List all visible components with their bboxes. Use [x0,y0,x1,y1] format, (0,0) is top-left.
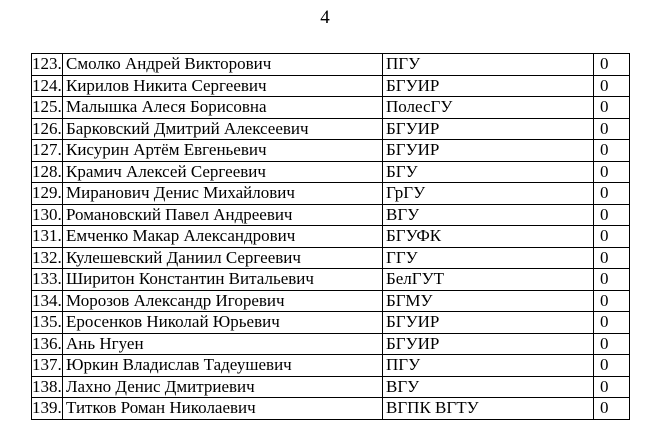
organization: БГУИР [383,118,594,140]
organization: БГУИР [383,140,594,162]
row-number: 131. [32,226,62,246]
table-row [32,118,630,140]
table-row [32,269,630,291]
organization: ПГУ [383,54,594,76]
participant-name: Миранович Денис Михайлович [63,183,383,205]
score: 0 [594,75,630,97]
participant-name: Барковский Дмитрий Алексеевич [63,118,383,140]
score: 0 [594,54,630,76]
table-row [32,54,630,76]
participant-name: Кулешевский Даниил Сергеевич [63,247,383,269]
organization: БГУИР [383,312,594,334]
page-number: 4 [320,7,330,28]
table-row [32,355,630,377]
row-number: 135. [32,312,62,332]
organization: ВГУ [383,204,594,226]
organization: БГУФК [383,226,594,248]
table-row [32,247,630,269]
row-number: 133. [32,269,62,289]
score: 0 [594,333,630,355]
participant-name: Крамич Алексей Сергеевич [63,161,383,183]
organization: БелГУТ [383,269,594,291]
participant-name: Морозов Александр Игоревич [63,290,383,312]
table-row [32,333,630,355]
score: 0 [594,269,630,291]
table-row [32,204,630,226]
table-row [32,376,630,398]
score: 0 [594,355,630,377]
organization: ВГПК ВГТУ [383,398,594,420]
table-row [32,226,630,248]
participant-name: Смолко Андрей Викторович [63,54,383,76]
score: 0 [594,226,630,248]
row-number: 128. [32,161,62,181]
table-row [32,183,630,205]
row-number: 124. [32,75,62,95]
participant-name: Ань Нгуен [63,333,383,355]
organization: ГрГУ [383,183,594,205]
score: 0 [594,204,630,226]
results-table-body [32,54,630,420]
row-number: 136. [32,333,62,353]
participant-name: Кирилов Никита Сергеевич [63,75,383,97]
row-number: 137. [32,355,62,375]
organization: БГУИР [383,75,594,97]
table-row [32,398,630,420]
table-row [32,140,630,162]
participant-name: Кисурин Артём Евгеньевич [63,140,383,162]
row-number: 125. [32,97,62,117]
row-number: 127. [32,140,62,160]
participant-name: Юркин Владислав Тадеушевич [63,355,383,377]
table-row [32,290,630,312]
organization: БГМУ [383,290,594,312]
participant-name: Еросенков Николай Юрьевич [63,312,383,334]
table-row [32,75,630,97]
table-row [32,97,630,119]
results-table [31,53,630,420]
organization: ВГУ [383,376,594,398]
organization: ПГУ [383,355,594,377]
score: 0 [594,161,630,183]
organization: БГУИР [383,333,594,355]
participant-name: Емченко Макар Александрович [63,226,383,248]
organization: БГУ [383,161,594,183]
participant-name: Лахно Денис Дмитриевич [63,376,383,398]
score: 0 [594,183,630,205]
score: 0 [594,398,630,420]
organization: ГГУ [383,247,594,269]
row-number: 123. [32,54,62,74]
organization: ПолесГУ [383,97,594,119]
participant-name: Титков Роман Николаевич [63,398,383,420]
table-row [32,312,630,334]
score: 0 [594,290,630,312]
participant-name: Малышка Алеся Борисовна [63,97,383,119]
score: 0 [594,118,630,140]
score: 0 [594,376,630,398]
participant-name: Романовский Павел Андреевич [63,204,383,226]
row-number: 126. [32,118,62,138]
row-number: 132. [32,247,62,267]
score: 0 [594,312,630,334]
score: 0 [594,97,630,119]
row-number: 139. [32,398,62,418]
row-number: 129. [32,183,62,203]
row-number: 134. [32,290,62,310]
table-row [32,161,630,183]
row-number: 138. [32,376,62,396]
score: 0 [594,247,630,269]
row-number: 130. [32,204,62,224]
score: 0 [594,140,630,162]
participant-name: Ширитон Константин Витальевич [63,269,383,291]
